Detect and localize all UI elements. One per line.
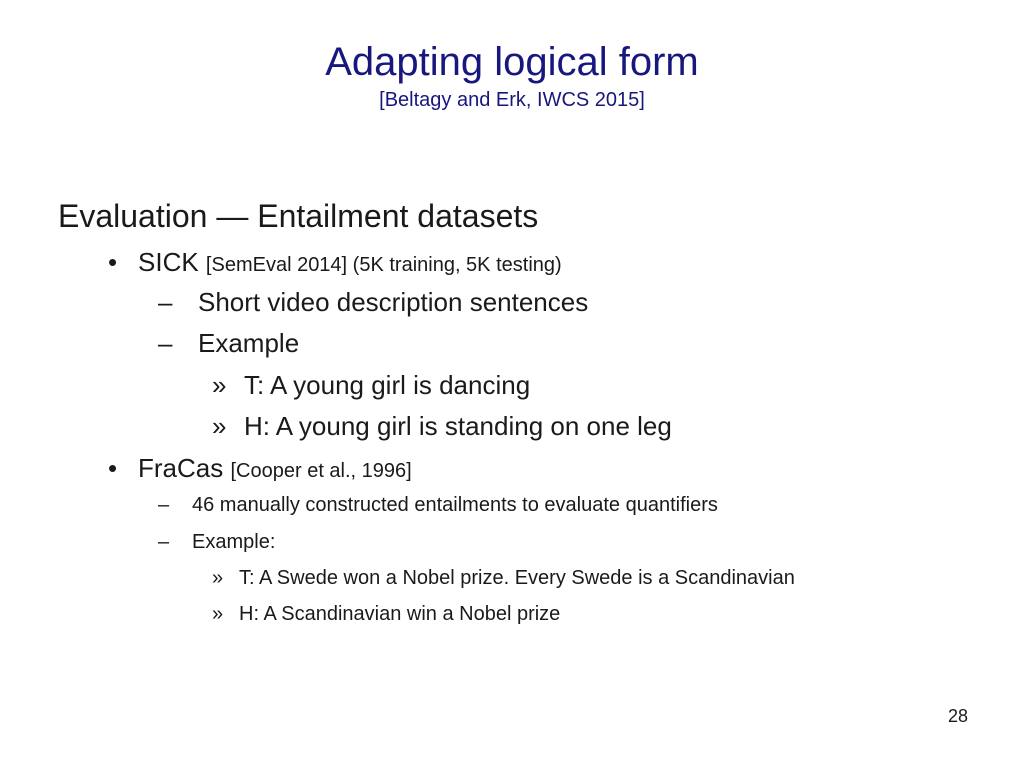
sick-example xyxy=(212,410,672,442)
sick-item xyxy=(158,327,299,359)
sub-marker: » xyxy=(212,603,224,625)
bullet-fracas xyxy=(108,452,412,487)
sick-item-text: Short video description sentences xyxy=(198,287,589,317)
sub-marker: » xyxy=(212,567,224,589)
fracas-citation: [Cooper et al., 1996] xyxy=(230,460,412,482)
sick-citation: [SemEval 2014] (5K training, 5K testing) xyxy=(205,254,562,276)
sub-marker: » xyxy=(212,370,227,400)
bullet-marker: • xyxy=(108,247,118,277)
sub-marker: » xyxy=(212,411,227,441)
sick-item-text: Example xyxy=(198,328,300,358)
dash-marker: – xyxy=(158,287,173,317)
dash-marker: – xyxy=(158,531,170,553)
sick-example-text: T: A young girl is dancing xyxy=(244,370,531,400)
bullet-sick xyxy=(108,246,562,281)
slide-title: Adapting logical form xyxy=(325,40,699,84)
bullet-marker: • xyxy=(108,453,118,483)
fracas-name: FraCas xyxy=(138,453,224,483)
fracas-item-text: 46 manually constructed entailments to evaluate quantifiers xyxy=(192,494,718,516)
slide-subtitle: [Beltagy and Erk, IWCS 2015] xyxy=(379,89,645,111)
fracas-item xyxy=(158,529,275,555)
section-heading: Evaluation — Entailment datasets xyxy=(58,198,539,234)
page-number: 28 xyxy=(947,706,968,726)
fracas-example xyxy=(212,601,560,627)
sick-item xyxy=(158,286,588,318)
fracas-example-text: T: A Swede won a Nobel prize. Every Swede is a Scandinavian xyxy=(239,567,795,589)
dash-marker: – xyxy=(158,494,170,516)
sick-example xyxy=(212,369,530,401)
fracas-example-text: H: A Scandinavian win a Nobel prize xyxy=(239,603,561,625)
sick-example-text: H: A young girl is standing on one leg xyxy=(244,411,672,441)
fracas-example xyxy=(212,565,795,591)
fracas-item xyxy=(158,492,718,518)
fracas-item-text: Example: xyxy=(192,531,276,553)
dash-marker: – xyxy=(158,328,173,358)
sick-name: SICK xyxy=(138,247,199,277)
